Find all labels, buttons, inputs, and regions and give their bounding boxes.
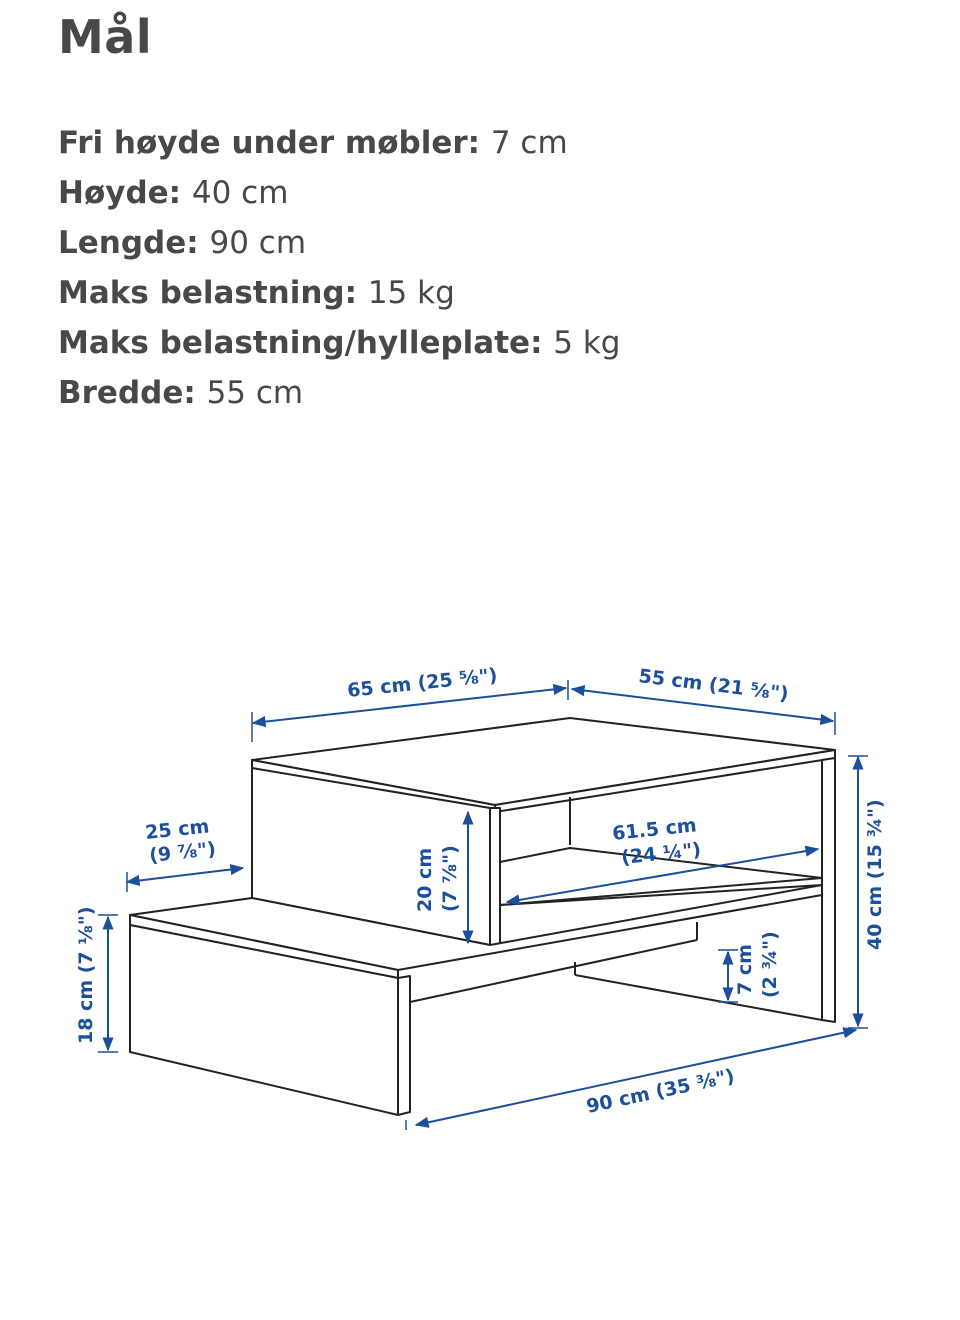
page-title: Mål	[58, 10, 153, 64]
spec-label: Lengde	[58, 225, 187, 261]
dim-label-90: 90 cm (35 ⅜")	[584, 1065, 737, 1118]
dim-label-65: 65 cm (25 ⅝")	[346, 664, 499, 702]
spec-label: Maks belastning	[58, 275, 345, 311]
dim-label-18: 18 cm (7 ⅛")	[75, 906, 97, 1044]
dim-label-40: 40 cm (15 ¾")	[864, 799, 886, 950]
lower-inner-panel	[398, 976, 410, 1115]
spec-row-width: Bredde: 55 cm	[58, 375, 304, 411]
spec-row-height: Høyde: 40 cm	[58, 175, 289, 211]
spec-value: 55 cm	[206, 375, 304, 411]
spec-row-max-load-shelf: Maks belastning/hylleplate: 5 kg	[58, 325, 621, 361]
dim-label-25-in: (9 ⅞")	[148, 838, 217, 867]
spec-value: 40 cm	[191, 175, 289, 211]
spec-value: 7 cm	[490, 125, 568, 161]
coffee-table-dimension-diagram	[60, 640, 910, 1200]
spec-value: 5 kg	[553, 325, 621, 361]
spec-label: Maks belastning/hylleplate	[58, 325, 531, 361]
spec-row-free-height: Fri høyde under møbler: 7 cm	[58, 125, 568, 161]
dim-label-7-in: (2 ¾")	[759, 931, 781, 998]
dim-label-20-cm: 20 cm	[414, 847, 436, 912]
upper-front-divider	[490, 808, 500, 945]
dim-line-90	[416, 1030, 856, 1125]
spec-value: 15 kg	[367, 275, 455, 311]
dim-label-61-in: (24 ¼")	[620, 838, 703, 869]
table-outline	[130, 718, 835, 1115]
right-end-panel	[822, 758, 835, 1022]
dimension-spec-list	[58, 118, 621, 418]
spec-label: Fri høyde under møbler	[58, 125, 468, 161]
dim-label-7-cm: 7 cm	[734, 944, 756, 995]
spec-label: Bredde	[58, 375, 184, 411]
spec-value: 90 cm	[209, 225, 307, 261]
dim-label-25-cm: 25 cm	[144, 815, 211, 844]
spec-row-length: Lengde: 90 cm	[58, 225, 307, 261]
spec-label: Høyde	[58, 175, 169, 211]
spec-row-max-load: Maks belastning: 15 kg	[58, 275, 455, 311]
dim-label-55: 55 cm (21 ⅝")	[637, 665, 790, 706]
dim-label-61-cm: 61.5 cm	[611, 814, 698, 845]
dim-line-25	[127, 868, 243, 882]
dim-label-20-in: (7 ⅞")	[439, 845, 461, 912]
